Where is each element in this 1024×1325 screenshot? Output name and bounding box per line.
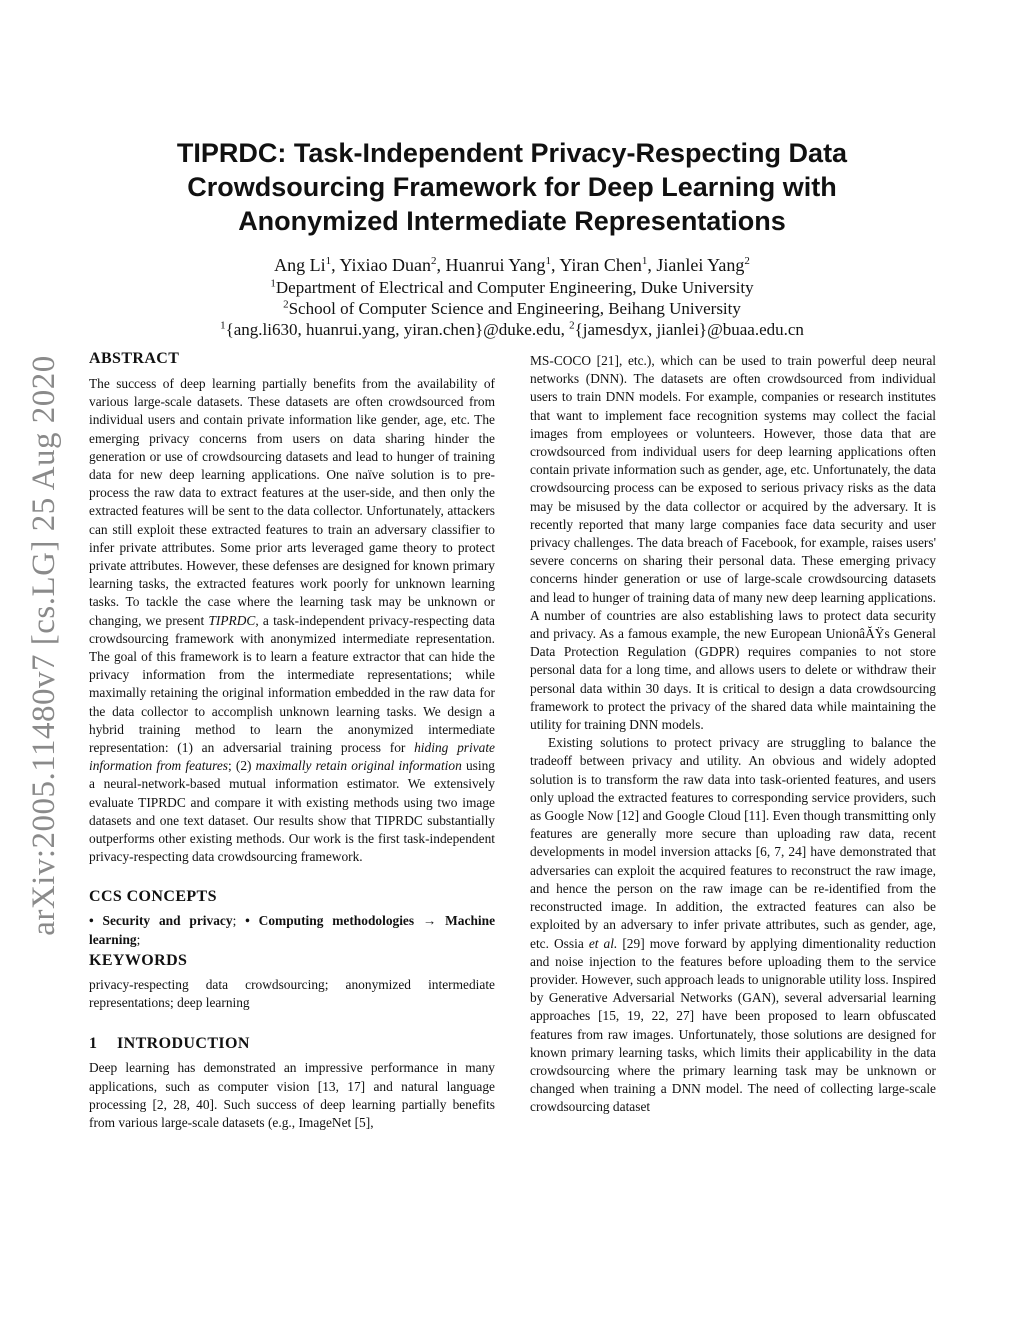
- email-group: {ang.li630, huanrui.yang, yiran.chen}@duke.edu,: [225, 320, 565, 339]
- email-list: [120, 319, 904, 340]
- affiliation-text: School of Computer Science and Engineering, Beihang University: [288, 299, 741, 318]
- author-affiliation-mark: 1: [325, 255, 332, 267]
- author-name: Jianlei Yang: [656, 255, 745, 275]
- intro-paragraph: MS-COCO [21], etc.), which can be used to train powerful deep neural networks (DNN). The datasets are often crowdsourced from individual users to train DNN models. For example, companies or research institutes that want to implement face recognition systems may collect the facial images from employees or volunteers. However, those data that are crowdsourced from individual users for deep learning applications often contain private information such as gender, age, etc. Unfortunately, the data crowdsourcing process can be exposed to serious privacy risks as the data may be misused by the data collector or acquired by the adversary. It is recently reported that many large companies face data security and user privacy challenges. The data breach of Facebook, for example, raises users' severe concerns on sharing their personal data. These emerging privacy concerns hinder generation or use of large-scale crowdsourcing datasets and lead to hunger of training data of many new deep learning applications. A number of countries are also establishing laws to protect data security and privacy. As a famous example, the new European UnionâĂŸs General Data Protection Regulation (GDPR) requires companies to not store personal data for a long time, and allows users to delete or withdraw their personal data within 30 days. It is critical to design a data crowdsourcing framework to protect the privacy of the shared data while maintaining the utility for training DNN models.: [530, 353, 936, 733]
- abstract-framework-name: TIPRDC: [208, 612, 256, 628]
- author-affiliation-mark: 2: [430, 255, 437, 267]
- author-affiliation-mark: 1: [545, 255, 551, 267]
- intro-paragraph: Deep learning has demonstrated an impressive performance in many applications, such as computer vision [13, 17] and natural language processing [2, 28, 40]. Such success of deep learning partially benefits from various large-scale datasets (e.g., ImageNet [5],: [89, 1060, 495, 1130]
- abstract-part: using a neural-network-based mutual information estimator. We extensively evaluate TIPRDC and compare it with existing methods using two image datasets and one text dataset. Our results show that TIPRDC substantially outperforms other existing methods. Our work is the first task-independent privacy-respecting data crowdsourcing framework.: [89, 758, 495, 865]
- email-group: {jamesdyx, jianlei}@buaa.edu.cn: [574, 320, 804, 339]
- title-line: Crowdsourcing Framework for Deep Learning with: [187, 172, 837, 202]
- author-name: Yiran Chen: [559, 255, 642, 275]
- email-mark: 1: [220, 319, 226, 332]
- abstract-part: ; (2): [228, 758, 256, 774]
- intro-paragraph: [530, 734, 936, 1116]
- affiliation-text: Department of Electrical and Computer Engineering, Duke University: [275, 278, 754, 297]
- title-block: [120, 136, 904, 238]
- left-column: [89, 349, 495, 1132]
- ccs-term: Machine learning: [89, 913, 496, 947]
- ccs-concept: • Computing methodologies: [245, 913, 415, 929]
- intro-emphasis: et al.: [588, 935, 618, 951]
- abstract-text: [89, 375, 495, 866]
- section-title: INTRODUCTION: [117, 1035, 250, 1053]
- arxiv-identifier-text: arXiv:2005.11480v7 [cs.LG] 25 Aug 2020: [25, 354, 62, 936]
- abstract-part: The success of deep learning partially benefits from the availability of various large-scale datasets. These datasets are often crowdsourced from individual users and contain private information like gender, age, etc. The emerging privacy concerns from users on data sharing hinder the generation or use of crowdsourcing datasets and lead to hunger of training data for new deep learning applications. One naïve solution is to pre-process the raw data to extract features at the user-side, and then only the extracted features will be sent to the data collector. Unfortunately, attackers can still exploit these extracted features to train an adversary classifier to infer private attributes. Some prior arts leveraged game theory to protect private attributes. However, these defenses are designed for known primary learning tasks, the extracted features work poorly for unknown learning tasks. To tackle the case where the learning task may be unknown or changing, we present: [89, 376, 495, 628]
- abstract-part: , a task-independent privacy-respecting data crowdsourcing framework with anonymized intermediate representation. The goal of this framework is to learn a feature extractor that can hide the privacy information from the intermediate representations; while maximally retaining the original information embedded in the raw data for the data collector to accomplish unknown learning tasks. We design a hybrid training method to learn the anonymized intermediate representation: (1) an adversarial training process for: [89, 612, 495, 756]
- author-name: Huanrui Yang: [445, 255, 546, 275]
- section-number: 1: [89, 1035, 98, 1053]
- author-affiliation-mark: 1: [641, 255, 648, 267]
- right-column: [530, 352, 936, 1117]
- author-block: [120, 253, 904, 340]
- intro-part: Existing solutions to protect privacy are struggling to balance the tradeoff between privacy and utility. An obvious and widely adopted solution is to transform the raw data into task-oriented features, and users only upload the extracted features to corresponding service providers, such as Google Now [12] and Google Cloud [11]. Even though transmitting only features are generally more secure than uploading raw data, recent developments in model inversion attacks [6, 7, 24] have demonstrated that adversaries can exploit the acquired features to reconstruct the raw image, and hence the person on the raw image can be re-identified from the reconstructed image. In addition, the extracted features can also be exploited by an adversary to infer private attributes, such as gender, age, etc. Ossia: [530, 735, 936, 951]
- affiliation-mark: 1: [270, 277, 276, 290]
- intro-part: [29] move forward by applying dimentionality reduction and noise injection to the features before uploading them to the service provider. However, such approach leads to unignorable utility loss. Inspired by Generative Adversarial Networks (GAN), several adversarial learning approaches [15, 19, 22, 27] have been proposed to learn obfuscated features from raw images. Unfortunately, those solutions are designed for known primary learning tasks, which limits their applicability in the data crowdsourcing where the primary learning task may be unknown or changed when training a DNN model. The need of collecting large-scale crowdsourcing dataset: [530, 935, 936, 1115]
- affiliation: [120, 277, 904, 298]
- title-line: Anonymized Intermediate Representations: [238, 206, 786, 236]
- author-name: Yixiao Duan: [339, 255, 431, 275]
- author-affiliation-mark: 2: [744, 255, 750, 267]
- ccs-separator: ;: [232, 913, 246, 929]
- ccs-end: ;: [136, 931, 141, 947]
- paper-title: [120, 136, 904, 238]
- abstract-emphasis: hiding private information from features: [89, 740, 495, 774]
- affiliation: [120, 298, 904, 319]
- ccs-heading: CCS CONCEPTS: [89, 888, 217, 906]
- abstract-heading: ABSTRACT: [89, 350, 180, 367]
- affiliation-mark: 2: [283, 298, 289, 311]
- ccs-concept: • Security and privacy: [89, 913, 233, 929]
- keywords-text: privacy-respecting data crowdsourcing; anonymized intermediate representations; deep learning: [89, 976, 495, 1011]
- abstract-emphasis: maximally retain original information: [255, 758, 462, 774]
- title-line: TIPRDC: Task-Independent Privacy-Respecting Data: [176, 138, 848, 168]
- arxiv-identifier: [24, 345, 64, 945]
- email-mark: 2: [569, 319, 575, 332]
- keywords-heading: KEYWORDS: [89, 951, 188, 969]
- ccs-arrow: →: [414, 913, 446, 929]
- ccs-concepts: [89, 912, 495, 948]
- author-name: Ang Li: [274, 255, 326, 275]
- introduction-heading: [89, 1034, 495, 1054]
- author-list: Ang Li$^1$, Yixiao Duan$^2$, Huanrui Yang$^1$, Yiran Chen$^1$, Jianlei Yang$^2$: [274, 255, 750, 275]
